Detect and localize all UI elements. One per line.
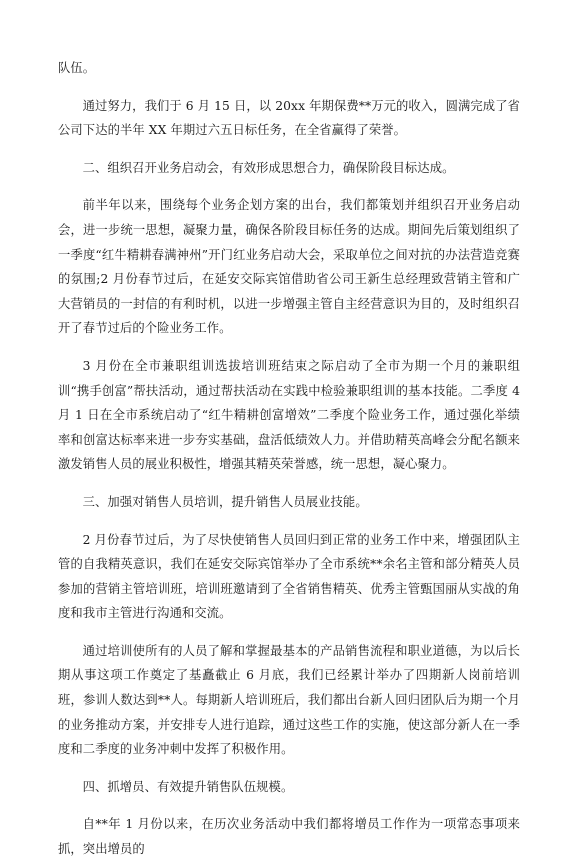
paragraph-kickoff: 前半年以来，围绕每个业务企划方案的出台，我们都策划并组织召开业务启动会，进一步统一思想，凝聚力量，确保各阶段目标任务的达成。期间先后策划组织了一季度“红牛精耕春满神州”开门红业务启动大会，采取单位之间对抗的办法营造竞赛的氛围;2 月份春节过后，在延安交际宾馆借助省公司王新生总经理致营销主管和广大营销员的一封信的有利时机，以进一步增强主管自主经营意识为目的，及时组织召开了春节过后的个险业务工作。 [58,198,520,336]
section-heading-3: 三、加强对销售人员培训，提升销售人员展业技能。 [82,494,368,509]
section-heading-4: 四、抓增员、有效提升销售队伍规模。 [82,779,294,794]
paragraph-recruit: 自**年 1 月份以来，在历次业务活动中我们都将增员工作作为一项常态事项来抓，突出增员的 [58,817,520,857]
paragraph-team: 队伍。 [58,61,96,75]
paragraph-training-result: 通过培训使所有的人员了解和掌握最基本的产品销售流程和职业道德，为以后长期从事这项工作奠定了基矗截止 6 月底，我们已经累计举办了四期新人岗前培训班，参训人数达到**人。每期新人培训班后，我们都出台新人回归团队后为期一个月的业务推动方案，并安排专人进行追踪，通过这些工作的实施，使这部分新人在一季度和二季度的业务冲刺中发挥了积极作用。 [58,643,520,757]
paragraph-march: 3 月份在全市兼职组训选拔培训班结束之际启动了全市为期一个月的兼职组训“携手创富”帮扶活动，通过帮扶活动在实践中检验兼职组训的基本技能。二季度 4 月 1 日在全市系统启动了“红牛精耕创富增效”二季度个险业务工作，通过强化举绩率和创富达标率来进一步夯实基础，盘活低绩效人力。并借助精英高峰会分配名额来激发销售人员的展业积极性，增强其精英荣誉感，统一思想，凝心聚力。 [58,358,520,472]
section-heading-2: 二、组织召开业务启动会，有效形成思想合力，确保阶段目标达成。 [82,160,455,175]
paragraph-achievement: 通过努力，我们于 6 月 15 日，以 20xx 年期保费**万元的收入，圆满完成了省公司下达的半年 XX 年期过六五日标任务，在全省赢得了荣誉。 [58,98,520,138]
paragraph-training: 2 月份春节过后，为了尽快使销售人员回归到正常的业务工作中来，增强团队主管的自我精英意识，我们在延安交际宾馆举办了全市系统**余名主管和部分精英人员参加的营销主管培训班，培训班邀请到了全省销售精英、优秀主管甄国丽从实战的角度和我市主管进行沟通和交流。 [58,532,520,621]
